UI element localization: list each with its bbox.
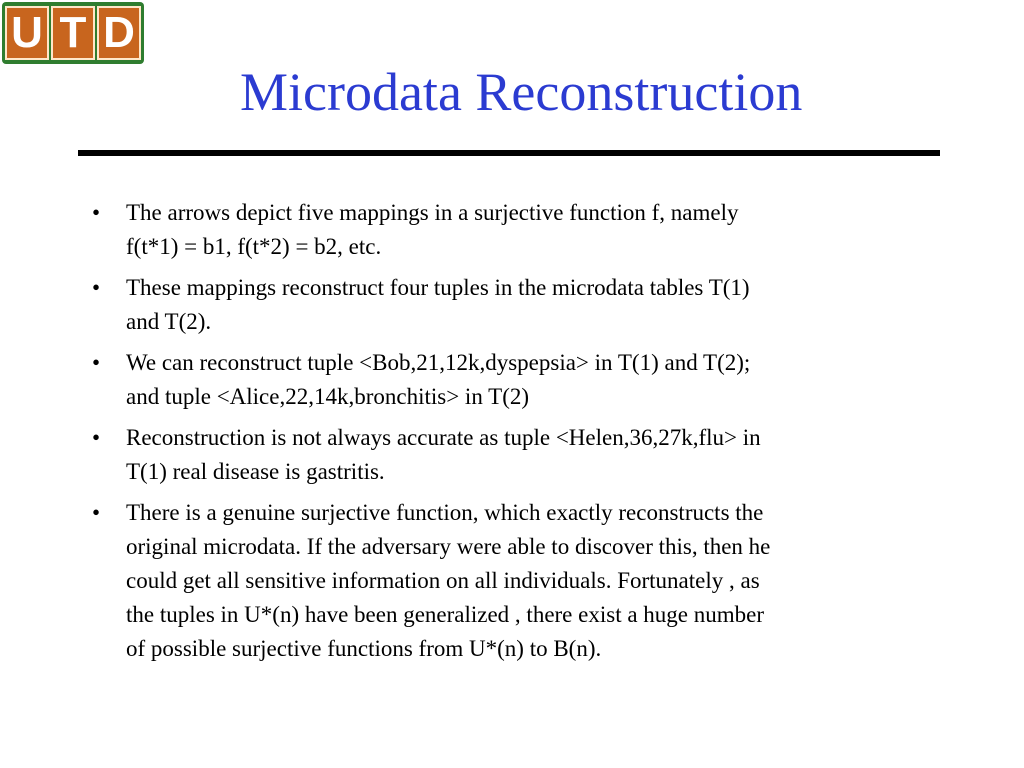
- bullet-marker: •: [92, 275, 101, 300]
- logo-letter-d: D: [97, 6, 141, 60]
- bullet-text-line: of possible surjective functions from U*(n) to B(n).: [126, 636, 602, 661]
- bullet-text-line: f(t*1) = b1, f(t*2) = b2, etc.: [126, 234, 382, 259]
- bullet-text-line: and T(2).: [126, 309, 212, 334]
- bullet-text-line: There is a genuine surjective function, which exactly reconstructs the: [126, 500, 764, 525]
- bullet-text-line: The arrows depict five mappings in a surjective function f, namely: [126, 200, 739, 225]
- bullet-item-5: [92, 496, 932, 666]
- bullet-list: [92, 196, 932, 673]
- bullet-text-line: T(1) real disease is gastritis.: [126, 459, 385, 484]
- bullet-marker: •: [92, 350, 101, 375]
- bullet-item-3: [92, 346, 932, 414]
- bullet-text-line: and tuple <Alice,22,14k,bronchitis> in T(2): [126, 384, 530, 409]
- slide-title: Microdata Reconstruction: [240, 62, 803, 122]
- bullet-marker: •: [92, 425, 101, 450]
- bullet-text-line: We can reconstruct tuple <Bob,21,12k,dyspepsia> in T(1) and T(2);: [126, 350, 751, 375]
- bullet-item-2: [92, 271, 932, 339]
- title-divider: [78, 150, 940, 156]
- utd-logo: [2, 2, 144, 64]
- bullet-text-line: could get all sensitive information on all individuals. Fortunately , as: [126, 568, 760, 593]
- bullet-text-line: original microdata. If the adversary were able to discover this, then he: [126, 534, 771, 559]
- logo-letter-u: U: [5, 6, 49, 60]
- bullet-text-line: These mappings reconstruct four tuples in the microdata tables T(1): [126, 275, 750, 300]
- bullet-marker: •: [92, 200, 101, 225]
- bullet-marker: •: [92, 500, 101, 525]
- bullet-text-line: Reconstruction is not always accurate as tuple <Helen,36,27k,flu> in: [126, 425, 761, 450]
- logo-letter-t: T: [51, 6, 95, 60]
- bullet-text-line: the tuples in U*(n) have been generalized , there exist a huge number: [126, 602, 765, 627]
- bullet-item-4: [92, 421, 932, 489]
- bullet-item-1: [92, 196, 932, 264]
